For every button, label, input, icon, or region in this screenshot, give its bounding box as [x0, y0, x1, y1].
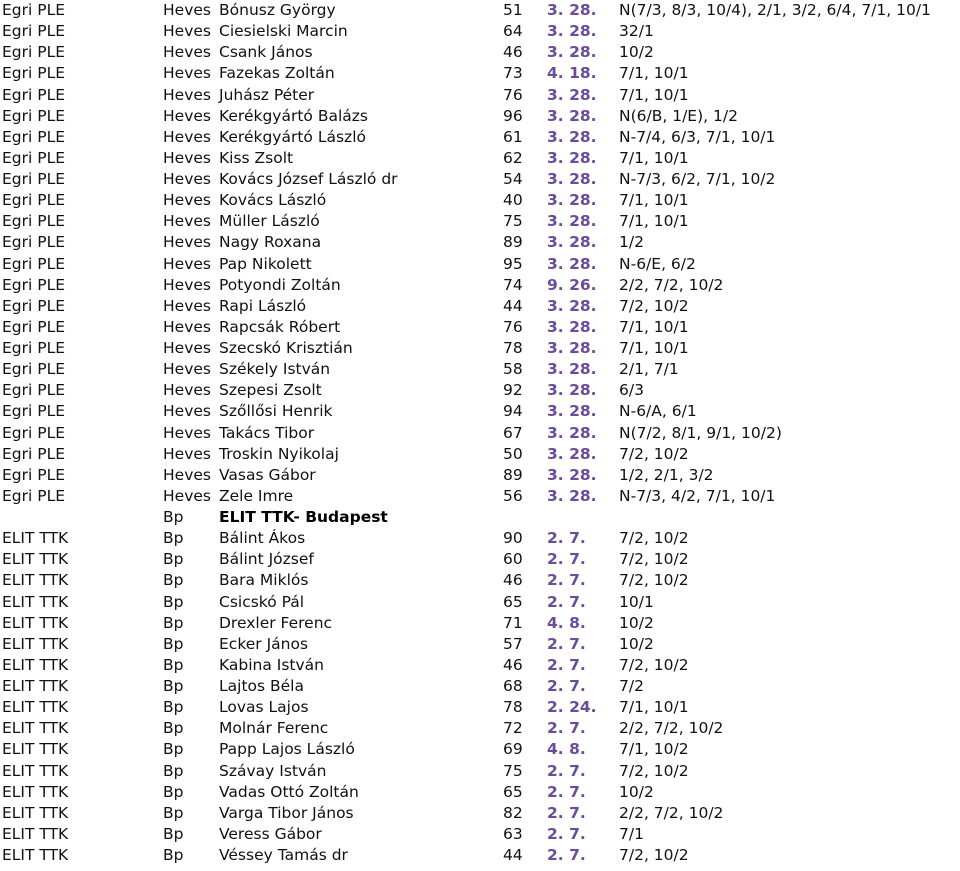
- name-cell: Kovács László: [219, 191, 327, 210]
- club-cell: Egri PLE: [2, 148, 66, 167]
- club-cell: Egri PLE: [2, 43, 66, 62]
- club-cell: Egri PLE: [2, 423, 66, 442]
- region-cell: Heves: [163, 212, 211, 231]
- region-cell: Heves: [163, 191, 211, 210]
- result-cell: 7/1, 10/1: [619, 64, 689, 83]
- region-cell: Heves: [163, 381, 211, 400]
- result-cell: 7/2: [619, 677, 644, 695]
- region-cell: Heves: [163, 148, 211, 167]
- section-header-row: [0, 507, 960, 528]
- table-row: [0, 570, 960, 591]
- name-cell: Troskin Nyikolaj: [219, 444, 339, 463]
- result-cell: 10/2: [619, 782, 654, 801]
- table-row: [0, 169, 960, 190]
- region-cell: Heves: [163, 339, 211, 357]
- date-cell: 3. 28.: [547, 339, 597, 357]
- date-cell: 2. 7.: [547, 846, 586, 864]
- region-cell: Heves: [163, 64, 211, 83]
- table-row: [0, 782, 960, 803]
- region-cell: Bp: [163, 719, 184, 738]
- club-cell: ELIT TTK: [2, 803, 69, 822]
- date-cell: 3. 28.: [547, 85, 597, 104]
- age-cell: 76: [503, 85, 523, 104]
- section-title: ELIT TTK- Budapest: [219, 508, 388, 526]
- date-cell: 3. 28.: [547, 381, 597, 400]
- region-cell: Heves: [163, 317, 211, 336]
- age-cell: 82: [503, 803, 523, 822]
- club-cell: ELIT TTK: [2, 740, 69, 759]
- age-cell: 67: [503, 423, 523, 442]
- date-cell: 3. 28.: [547, 212, 597, 231]
- table-row: [0, 275, 960, 296]
- name-cell: Bara Miklós: [219, 571, 309, 590]
- date-cell: 3. 28.: [547, 43, 597, 62]
- region-cell: Heves: [163, 402, 211, 421]
- age-cell: 60: [503, 550, 523, 569]
- name-cell: Lajtos Béla: [219, 677, 304, 695]
- name-cell: Varga Tibor János: [219, 803, 354, 822]
- date-cell: 4. 8.: [547, 613, 586, 632]
- region-cell: Bp: [163, 782, 184, 801]
- name-cell: Müller László: [219, 212, 320, 231]
- age-cell: 44: [503, 296, 523, 315]
- table-row: [0, 697, 960, 718]
- club-cell: Egri PLE: [2, 106, 66, 125]
- region-cell: Heves: [163, 127, 211, 146]
- name-cell: Kabina István: [219, 655, 325, 674]
- club-cell: ELIT TTK: [2, 655, 69, 674]
- club-cell: Egri PLE: [2, 233, 66, 252]
- date-cell: 3. 28.: [547, 1, 597, 19]
- region-cell: Heves: [163, 296, 211, 315]
- name-cell: Bálint József: [219, 550, 314, 569]
- name-cell: Vadas Ottó Zoltán: [219, 782, 359, 801]
- table-row: [0, 211, 960, 232]
- date-cell: 2. 7.: [547, 719, 586, 738]
- region-cell: Bp: [163, 846, 184, 864]
- region-cell: Heves: [163, 275, 211, 294]
- name-cell: Ecker János: [219, 634, 309, 653]
- date-cell: 4. 8.: [547, 740, 586, 759]
- age-cell: 75: [503, 761, 523, 780]
- date-cell: 2. 7.: [547, 592, 586, 611]
- date-cell: 2. 24.: [547, 698, 597, 717]
- age-cell: 75: [503, 212, 523, 231]
- result-cell: 7/2, 10/2: [619, 655, 689, 674]
- age-cell: 69: [503, 740, 523, 759]
- name-cell: Csicskó Pál: [219, 592, 305, 611]
- club-cell: Egri PLE: [2, 296, 66, 315]
- age-cell: 65: [503, 782, 523, 801]
- region-cell: Bp: [163, 529, 184, 548]
- table-row: [0, 444, 960, 465]
- table-row: [0, 676, 960, 697]
- club-cell: ELIT TTK: [2, 719, 69, 738]
- result-cell: 1/2, 2/1, 3/2: [619, 465, 714, 484]
- name-cell: Takács Tibor: [219, 423, 315, 442]
- age-cell: 72: [503, 719, 523, 738]
- region-cell: Heves: [163, 22, 211, 41]
- date-cell: 3. 28.: [547, 127, 597, 146]
- name-cell: Fazekas Zoltán: [219, 64, 335, 83]
- age-cell: 92: [503, 381, 523, 400]
- region-cell: Heves: [163, 423, 211, 442]
- age-cell: 68: [503, 677, 523, 695]
- name-cell: Zele Imre: [219, 486, 294, 505]
- age-cell: 50: [503, 444, 523, 463]
- club-cell: Egri PLE: [2, 486, 66, 505]
- club-cell: Egri PLE: [2, 170, 66, 188]
- date-cell: 3. 28.: [547, 402, 597, 421]
- result-cell: 7/2, 10/2: [619, 444, 689, 463]
- age-cell: 76: [503, 317, 523, 336]
- age-cell: 62: [503, 148, 523, 167]
- age-cell: 61: [503, 127, 523, 146]
- region-cell: Bp: [163, 824, 184, 843]
- age-cell: 89: [503, 465, 523, 484]
- date-cell: 2. 7.: [547, 529, 586, 548]
- result-cell: 7/2, 10/2: [619, 550, 689, 569]
- result-cell: 7/1, 10/1: [619, 85, 689, 104]
- club-cell: ELIT TTK: [2, 613, 69, 632]
- date-cell: 2. 7.: [547, 803, 586, 822]
- club-cell: ELIT TTK: [2, 529, 69, 548]
- club-cell: Egri PLE: [2, 1, 66, 19]
- age-cell: 78: [503, 698, 523, 717]
- age-cell: 94: [503, 402, 523, 421]
- result-cell: N-7/3, 4/2, 7/1, 10/1: [619, 486, 776, 505]
- date-cell: 2. 7.: [547, 782, 586, 801]
- result-cell: 1/2: [619, 233, 644, 252]
- date-cell: 2. 7.: [547, 824, 586, 843]
- age-cell: 46: [503, 655, 523, 674]
- table-row: [0, 148, 960, 169]
- date-cell: 2. 7.: [547, 634, 586, 653]
- date-cell: 2. 7.: [547, 571, 586, 590]
- club-cell: Egri PLE: [2, 402, 66, 421]
- result-cell: 10/2: [619, 634, 654, 653]
- date-cell: 3. 28.: [547, 360, 597, 379]
- region-cell: Heves: [163, 1, 211, 19]
- club-cell: ELIT TTK: [2, 824, 69, 843]
- region-cell: Heves: [163, 233, 211, 252]
- table-row: [0, 528, 960, 549]
- age-cell: 96: [503, 106, 523, 125]
- table-row: [0, 803, 960, 824]
- table-row: [0, 127, 960, 148]
- result-cell: 7/2, 10/2: [619, 846, 689, 864]
- date-cell: 3. 28.: [547, 22, 597, 41]
- club-cell: Egri PLE: [2, 127, 66, 146]
- result-cell: 7/2, 10/2: [619, 529, 689, 548]
- date-cell: 3. 28.: [547, 191, 597, 210]
- result-cell: 7/1, 10/1: [619, 317, 689, 336]
- table-row: [0, 423, 960, 444]
- date-cell: 3. 28.: [547, 423, 597, 442]
- result-cell: 7/1, 10/1: [619, 339, 689, 357]
- name-cell: Szávay István: [219, 761, 327, 780]
- table-row: [0, 21, 960, 42]
- club-cell: Egri PLE: [2, 317, 66, 336]
- name-cell: Papp Lajos László: [219, 740, 355, 759]
- age-cell: 89: [503, 233, 523, 252]
- result-cell: 32/1: [619, 22, 654, 41]
- result-cell: 7/1, 10/1: [619, 191, 689, 210]
- result-cell: 7/1, 10/1: [619, 148, 689, 167]
- table-row: [0, 380, 960, 401]
- region-cell: Bp: [163, 677, 184, 695]
- table-row: [0, 465, 960, 486]
- name-cell: Rapcsák Róbert: [219, 317, 341, 336]
- age-cell: 95: [503, 254, 523, 273]
- club-cell: ELIT TTK: [2, 698, 69, 717]
- name-cell: Rapi László: [219, 296, 307, 315]
- table-row: [0, 613, 960, 634]
- age-cell: 58: [503, 360, 523, 379]
- table-row: [0, 718, 960, 739]
- date-cell: 2. 7.: [547, 761, 586, 780]
- name-cell: Veress Gábor: [219, 824, 322, 843]
- table-row: [0, 232, 960, 253]
- region-cell: Bp: [163, 803, 184, 822]
- region-cell: Bp: [163, 634, 184, 653]
- name-cell: Drexler Ferenc: [219, 613, 333, 632]
- region-cell: Bp: [163, 655, 184, 674]
- table-row: [0, 63, 960, 84]
- age-cell: 64: [503, 22, 523, 41]
- name-cell: Bónusz György: [219, 1, 336, 19]
- result-cell: 7/1, 10/1: [619, 212, 689, 231]
- club-cell: Egri PLE: [2, 212, 66, 231]
- club-cell: Egri PLE: [2, 381, 66, 400]
- region-cell: Heves: [163, 254, 211, 273]
- table-row: [0, 338, 960, 359]
- date-cell: 4. 18.: [547, 64, 597, 83]
- table-row: [0, 85, 960, 106]
- date-cell: 2. 7.: [547, 655, 586, 674]
- age-cell: 63: [503, 824, 523, 843]
- name-cell: Székely István: [219, 360, 331, 379]
- name-cell: Molnár Ferenc: [219, 719, 329, 738]
- date-cell: 3. 28.: [547, 317, 597, 336]
- age-cell: 44: [503, 846, 523, 864]
- age-cell: 65: [503, 592, 523, 611]
- table-row: [0, 0, 960, 21]
- result-cell: N(6/B, 1/E), 1/2: [619, 106, 738, 125]
- region-cell: Heves: [163, 106, 211, 125]
- date-cell: 3. 28.: [547, 444, 597, 463]
- region-cell: Heves: [163, 486, 211, 505]
- region-cell: Heves: [163, 465, 211, 484]
- name-cell: Lovas Lajos: [219, 698, 309, 717]
- date-cell: 3. 28.: [547, 254, 597, 273]
- region-cell: Heves: [163, 360, 211, 379]
- name-cell: Kiss Zsolt: [219, 148, 294, 167]
- name-cell: Juhász Péter: [219, 85, 315, 104]
- result-cell: 10/1: [619, 592, 654, 611]
- date-cell: 3. 28.: [547, 170, 597, 188]
- region-cell: Bp: [163, 740, 184, 759]
- date-cell: 2. 7.: [547, 677, 586, 695]
- result-cell: N-7/4, 6/3, 7/1, 10/1: [619, 127, 776, 146]
- name-cell: Pap Nikolett: [219, 254, 312, 273]
- region-cell: Heves: [163, 43, 211, 62]
- date-cell: 3. 28.: [547, 296, 597, 315]
- result-cell: N-6/E, 6/2: [619, 254, 696, 273]
- section-region: Bp: [163, 508, 184, 526]
- club-cell: ELIT TTK: [2, 592, 69, 611]
- table-row: [0, 845, 960, 866]
- result-cell: 7/2, 10/2: [619, 761, 689, 780]
- result-cell: 2/2, 7/2, 10/2: [619, 719, 724, 738]
- result-cell: 7/1, 10/1: [619, 698, 689, 717]
- table-row: [0, 106, 960, 127]
- age-cell: 46: [503, 571, 523, 590]
- table-row: [0, 401, 960, 422]
- table-row: [0, 42, 960, 63]
- club-cell: ELIT TTK: [2, 571, 69, 590]
- name-cell: Ciesielski Marcin: [219, 22, 348, 41]
- club-cell: Egri PLE: [2, 254, 66, 273]
- result-cell: 7/2, 10/2: [619, 571, 689, 590]
- result-cell: 7/1: [619, 824, 644, 843]
- age-cell: 74: [503, 275, 523, 294]
- table-row: [0, 761, 960, 782]
- table-row: [0, 739, 960, 760]
- name-cell: Nagy Roxana: [219, 233, 322, 252]
- date-cell: 9. 26.: [547, 275, 597, 294]
- club-cell: Egri PLE: [2, 339, 66, 357]
- region-cell: Bp: [163, 698, 184, 717]
- name-cell: Véssey Tamás dr: [219, 846, 348, 864]
- club-cell: Egri PLE: [2, 444, 66, 463]
- result-cell: 2/2, 7/2, 10/2: [619, 275, 724, 294]
- result-cell: 6/3: [619, 381, 644, 400]
- region-cell: Bp: [163, 592, 184, 611]
- age-cell: 51: [503, 1, 523, 19]
- age-cell: 54: [503, 170, 523, 188]
- region-cell: Bp: [163, 761, 184, 780]
- name-cell: Bálint Ákos: [219, 529, 306, 548]
- result-cell: 7/2, 10/2: [619, 296, 689, 315]
- table-row: [0, 359, 960, 380]
- result-cell: 2/1, 7/1: [619, 360, 679, 379]
- date-cell: 3. 28.: [547, 106, 597, 125]
- age-cell: 73: [503, 64, 523, 83]
- result-cell: 7/1, 10/2: [619, 740, 689, 759]
- club-cell: Egri PLE: [2, 360, 66, 379]
- age-cell: 71: [503, 613, 523, 632]
- age-cell: 57: [503, 634, 523, 653]
- club-cell: Egri PLE: [2, 275, 66, 294]
- result-cell: 2/2, 7/2, 10/2: [619, 803, 724, 822]
- date-cell: 2. 7.: [547, 550, 586, 569]
- region-cell: Bp: [163, 571, 184, 590]
- club-cell: Egri PLE: [2, 22, 66, 41]
- table-row: [0, 549, 960, 570]
- club-cell: Egri PLE: [2, 85, 66, 104]
- table-row: [0, 254, 960, 275]
- club-cell: ELIT TTK: [2, 761, 69, 780]
- club-cell: ELIT TTK: [2, 634, 69, 653]
- name-cell: Csank János: [219, 43, 313, 62]
- result-cell: 10/2: [619, 613, 654, 632]
- name-cell: Szőllősi Henrik: [219, 402, 333, 421]
- table-row: [0, 317, 960, 338]
- region-cell: Heves: [163, 170, 211, 188]
- age-cell: 56: [503, 486, 523, 505]
- club-cell: Egri PLE: [2, 64, 66, 83]
- name-cell: Szecskó Krisztián: [219, 339, 353, 357]
- result-cell: N(7/2, 8/1, 9/1, 10/2): [619, 423, 782, 442]
- name-cell: Kerékgyártó Balázs: [219, 106, 368, 125]
- club-cell: ELIT TTK: [2, 550, 69, 569]
- name-cell: Kerékgyártó László: [219, 127, 366, 146]
- name-cell: Potyondi Zoltán: [219, 275, 341, 294]
- table-row: [0, 655, 960, 676]
- table-row: [0, 634, 960, 655]
- club-cell: Egri PLE: [2, 465, 66, 484]
- name-cell: Vasas Gábor: [219, 465, 316, 484]
- club-cell: ELIT TTK: [2, 846, 69, 864]
- region-cell: Bp: [163, 613, 184, 632]
- date-cell: 3. 28.: [547, 465, 597, 484]
- age-cell: 46: [503, 43, 523, 62]
- name-cell: Szepesi Zsolt: [219, 381, 322, 400]
- table-row: [0, 824, 960, 845]
- club-cell: ELIT TTK: [2, 782, 69, 801]
- age-cell: 90: [503, 529, 523, 548]
- date-cell: 3. 28.: [547, 233, 597, 252]
- table-row: [0, 486, 960, 507]
- region-cell: Bp: [163, 550, 184, 569]
- table-row: [0, 190, 960, 211]
- table-row: [0, 296, 960, 317]
- table-row: [0, 592, 960, 613]
- club-cell: ELIT TTK: [2, 677, 69, 695]
- result-cell: N-7/3, 6/2, 7/1, 10/2: [619, 170, 776, 188]
- result-cell: N-6/A, 6/1: [619, 402, 697, 421]
- result-cell: N(7/3, 8/3, 10/4), 2/1, 3/2, 6/4, 7/1, 10/1: [619, 1, 931, 19]
- region-cell: Heves: [163, 85, 211, 104]
- name-cell: Kovács József László dr: [219, 170, 398, 188]
- age-cell: 78: [503, 339, 523, 357]
- region-cell: Heves: [163, 444, 211, 463]
- date-cell: 3. 28.: [547, 486, 597, 505]
- date-cell: 3. 28.: [547, 148, 597, 167]
- result-cell: 10/2: [619, 43, 654, 62]
- age-cell: 40: [503, 191, 523, 210]
- club-cell: Egri PLE: [2, 191, 66, 210]
